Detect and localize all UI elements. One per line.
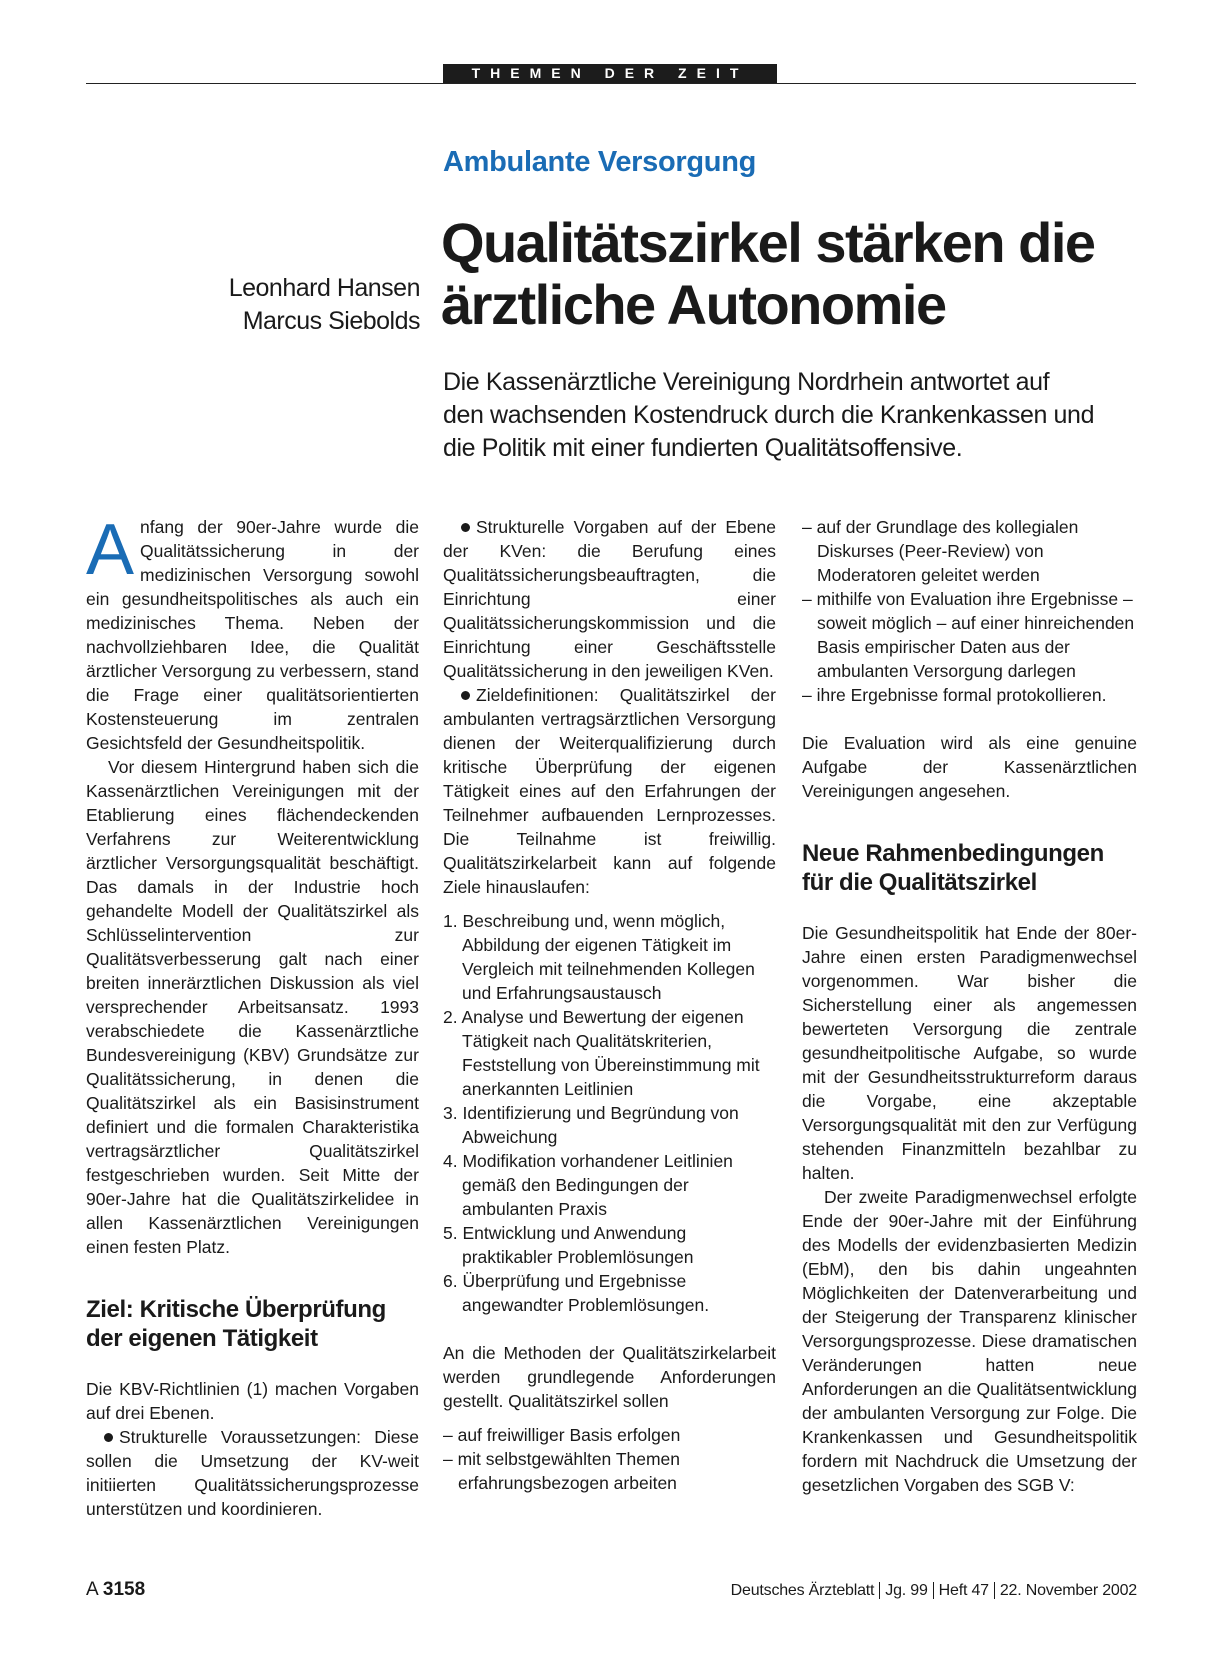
list-item: – ihre Ergebnisse formal protokollieren. <box>802 685 1107 705</box>
body-paragraph: Vor diesem Hintergrund haben sich die Kassenärztlichen Vereinigungen mit der Etablierung eines flächendeckenden Verfahrens zur Weiterentwicklung ärztlicher Versorgungsqualität beschäftigt. Das damals in der Industrie hoch gehandelte Modell der Qualitätszirkel als Schlüsselintervention zur Qualitätsverbesserung galt nach einer breiten innerärztlichen Diskussion als viel versprechender Arbeitsansatz. 1993 verabschiedete die Kassenärztliche Bundesvereinigung (KBV) Grundsätze zur Qualitätssicherung, in denen die Qualitätszirkel als ein Basisinstrument definiert und die formalen Charakteristika vertragsärztlicher Qualitätszirkel festgeschrieben wurden. Seit Mitte der 90er-Jahre hat die Qualitätszirkelidee in allen Kassenärztlichen Vereinigungen einen festen Platz. <box>86 757 419 1257</box>
title-line: ärztliche Autonomie <box>441 273 946 336</box>
article-title <box>441 212 1141 336</box>
body-paragraph: An die Methoden der Qualitätszirkelarbeit werden grundlegende Anforderungen gestellt. Qualitätszirkel sollen <box>443 1343 776 1411</box>
text-column-3 <box>802 515 1137 1497</box>
bullet-icon <box>461 691 470 700</box>
bullet-icon <box>461 523 470 532</box>
dash-list <box>443 1423 776 1495</box>
body-paragraph: Die Gesundheitspolitik hat Ende der 80er-Jahre einen ersten Paradigmenwechsel vorgenommen. War bisher die Sicherstellung einer als angemessen bewerteten Versorgung die zentrale gesundheitpolitische Aufgabe, so wurde mit der Gesundheitsstrukturreform daraus die Vorgabe, eine akzeptable Versorgungsqualität mit den zur Verfügung stehenden Finanzmitteln bezahlbar zu halten. <box>802 923 1137 1183</box>
journal-name: Deutsches Ärzteblatt <box>730 1582 875 1599</box>
header-rule <box>86 83 1136 84</box>
body-paragraph: Der zweite Paradigmenwechsel erfolgte Ende der 90er-Jahre mit der Einführung des Modells der evidenzbasierten Medizin (EbM), den bis dahin ungeahnten Möglichkeiten der Datenverarbeitung und der Steigerung der Transparenz klinischer Versorgungsprozesse. Diese dramatischen Veränderungen hatten neue Anforderungen an die Qualitätsentwicklung der ambulanten Versorgung zur Folge. Die Krankenkassen und Gesundheitspolitik fordern mit Nachdruck die Umsetzung der gesetzlichen Vorgaben des SGB V: <box>802 1187 1137 1495</box>
lead-line: die Politik mit einer fundierten Qualitätsoffensive. <box>443 434 963 462</box>
author-name: Marcus Siebolds <box>242 307 420 335</box>
bullet-paragraph: Strukturelle Vorgaben auf der Ebene der KVen: die Berufung eines Qualitätssicherungsbeauftragten, die Einrichtung einer Qualitätssicherungskommission und die Einrichtung einer Geschäftsstelle Qualitätssicherung in den jeweiligen KVen. <box>443 517 776 681</box>
lead-line: Die Kassenärztliche Vereinigung Nordrhein antwortet auf <box>443 368 1050 396</box>
bullet-icon <box>104 1433 113 1442</box>
article-authors <box>229 272 420 338</box>
body-paragraph: Anfang der 90er-Jahre wurde die Qualitätssicherung in der medizinischen Versorgung sowohl ein gesundheitspolitisches als auch ein medizinisches Thema. Neben der nachvollziehbaren Idee, die Qualität ärztlicher Versorgung zu verbessern, stand die Frage einer qualitätsorientierten Kostensteuerung im zentralen Gesichtsfeld der Gesundheitspolitik. <box>86 510 419 753</box>
journal-issue: Heft 47 <box>938 1582 989 1599</box>
list-item: 4. Modifikation vorhandener Leitlinien gemäß den Bedingungen der ambulanten Praxis <box>443 1151 733 1219</box>
list-item: 6. Überprüfung und Ergebnisse angewandter Problemlösungen. <box>443 1271 710 1315</box>
list-item: 1. Beschreibung und, wenn möglich, Abbildung der eigenen Tätigkeit im Vergleich mit teilnehmenden Kollegen und Erfahrungsaustausch <box>443 911 755 1003</box>
list-item: – auf freiwilliger Basis erfolgen <box>443 1425 681 1445</box>
body-paragraph: Die Evaluation wird als eine genuine Aufgabe der Kassenärztlichen Vereinigungen angesehen. <box>802 733 1137 801</box>
list-item: – mit selbstgewählten Themen erfahrungsbezogen arbeiten <box>443 1449 681 1493</box>
list-item: 2. Analyse und Bewertung der eigenen Tätigkeit nach Qualitätskriterien, Feststellung von Übereinstimmung mit anerkannten Leitlinien <box>443 1007 760 1099</box>
title-line: Qualitätszirkel stärken die <box>441 211 1095 274</box>
drop-cap: A <box>86 510 135 590</box>
section-label: THEMEN DER ZEIT <box>443 64 777 83</box>
text-column-1 <box>86 510 419 1521</box>
bullet-paragraph: Zieldefinitionen: Qualitätszirkel der ambulanten vertragsärztlichen Versorgung dienen der Weiterqualifizierung durch kritische Überprüfung der eigenen Tätigkeit eines auf den Erfahrungen der Teilnehmer aufbauenden Lernprozesses. Die Teilnahme ist freiwillig. Qualitätszirkelarbeit kann auf folgende Ziele hinauslaufen: <box>443 685 776 897</box>
list-item: 5. Entwicklung und Anwendung praktikabler Problemlösungen <box>443 1223 694 1267</box>
list-item: – auf der Grundlage des kollegialen Diskurses (Peer-Review) von Moderatoren geleitet werden <box>802 517 1079 585</box>
list-item: 3. Identifizierung und Begründung von Abweichung <box>443 1103 739 1147</box>
article-kicker: Ambulante Versorgung <box>443 146 757 178</box>
subheading: Ziel: Kritische Überprüfung der eigenen Tätigkeit <box>86 1296 386 1352</box>
lead-line: den wachsenden Kostendruck durch die Krankenkassen und <box>443 401 1095 429</box>
subheading: Neue Rahmenbedingungen für die Qualitätszirkel <box>802 840 1104 896</box>
body-paragraph: Die KBV-Richtlinien (1) machen Vorgaben auf drei Ebenen. <box>86 1379 419 1423</box>
journal-date: 22. November 2002 <box>999 1582 1137 1599</box>
list-item: – mithilfe von Evaluation ihre Ergebnisse – soweit möglich – auf einer hinreichenden Basis empirischer Daten aus der ambulanten Versorgung darlegen <box>802 589 1135 681</box>
journal-volume: Jg. 99 <box>885 1582 928 1599</box>
numbered-list <box>443 909 776 1317</box>
bullet-paragraph: Strukturelle Voraussetzungen: Diese sollen die Umsetzung der KV-weit initiierten Qualitätssicherungsprozesse unterstützen und koordinieren. <box>86 1427 419 1519</box>
text-column-2 <box>443 515 776 1495</box>
dash-list <box>802 515 1137 707</box>
page-number: A 3158 <box>86 1579 146 1600</box>
journal-citation <box>731 1582 1137 1600</box>
article-lead <box>443 366 1123 465</box>
author-name: Leonhard Hansen <box>228 274 420 302</box>
